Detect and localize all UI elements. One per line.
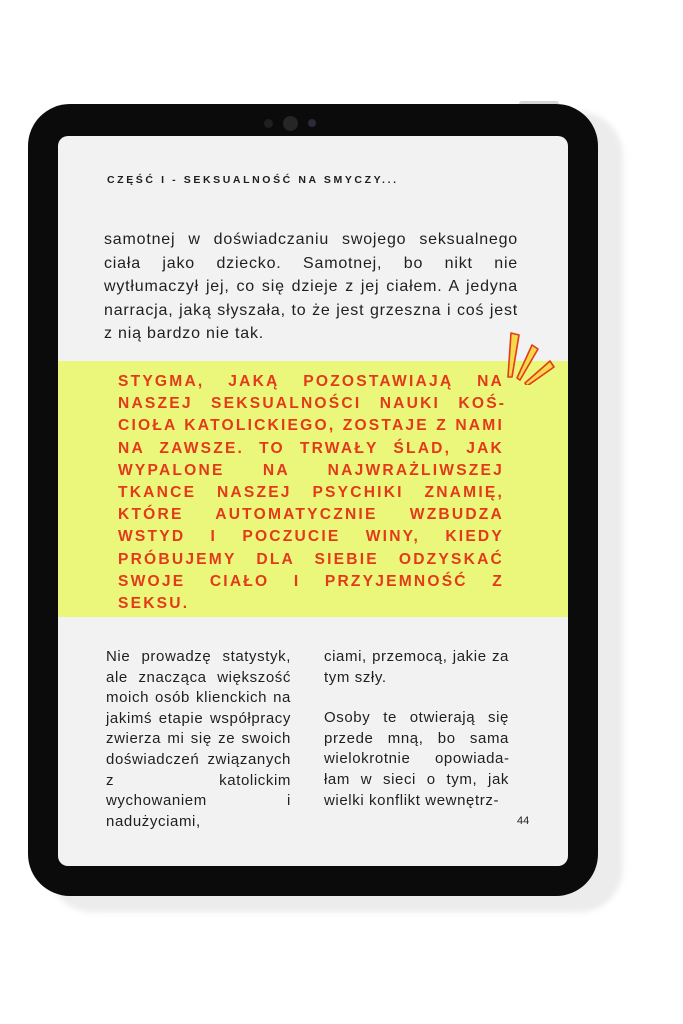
chapter-header: CZĘŚĆ I - SEKSUALNOŚĆ NA SMYCZY...: [107, 174, 399, 186]
text-column-left: [106, 647, 291, 832]
front-camera: [283, 116, 298, 131]
text-column-right: [324, 647, 509, 811]
column-right-paragraph-2: Osoby te otwierają się przede mną, bo sama wielokrotnie opowiadałam w sieci o tym, jak wielki konflikt wewnętrz-: [324, 709, 509, 809]
tablet-frame: [28, 104, 598, 896]
pull-quote: STYGMA, JAKĄ POZOSTAWIAJĄ NA NASZEJ SEKSUALNOŚCI NAUKI KOŚCIOŁA KATOLICKIEGO, ZOSTAJE Z NAMI NA ZAWSZE. TO TRWAŁY ŚLAD, JAK WYPALONE NA NAJWRAŻLIWSZEJ TKANCE NASZEJ PSYCHIKI ZNAMIĘ, KTÓRE AUTOMATYCZNIE WZBUDZA WSTYD I POCZUCIE WINY, KIEDY PRÓBUJEMY DLA SIEBIE ODZYSKAĆ SWOJE CIAŁO I PRZYJEMNOŚĆ Z SEKSU.: [118, 373, 504, 613]
sensor-dot-right: [308, 119, 316, 127]
column-right-paragraph-1: ciami, przemocą, jakie za tym szły.: [324, 648, 509, 686]
column-left-paragraph: Nie prowadzę statystyk, ale znacząca większość moich osób klienckich na jakimś etapie współpracy zwierza mi się ze swoich doświadczeń związanych z katolickim wychowaniem i nadużyciami,: [106, 648, 291, 830]
sensor-dot: [264, 119, 273, 128]
page-number: 44: [517, 815, 530, 827]
reader-screen: [58, 136, 568, 866]
intro-paragraph: samotnej w doświadczaniu swojego seksualnego ciała jako dziecko. Samotnej, bo nikt nie wytłumaczył jej, co się dzieje z jej ciałem. A jedyna narracja, jaką słyszała, to że jest grzeszna i coś jest z nią bardzo nie tak.: [104, 231, 518, 342]
exclamation-burst-icon: [502, 331, 558, 385]
